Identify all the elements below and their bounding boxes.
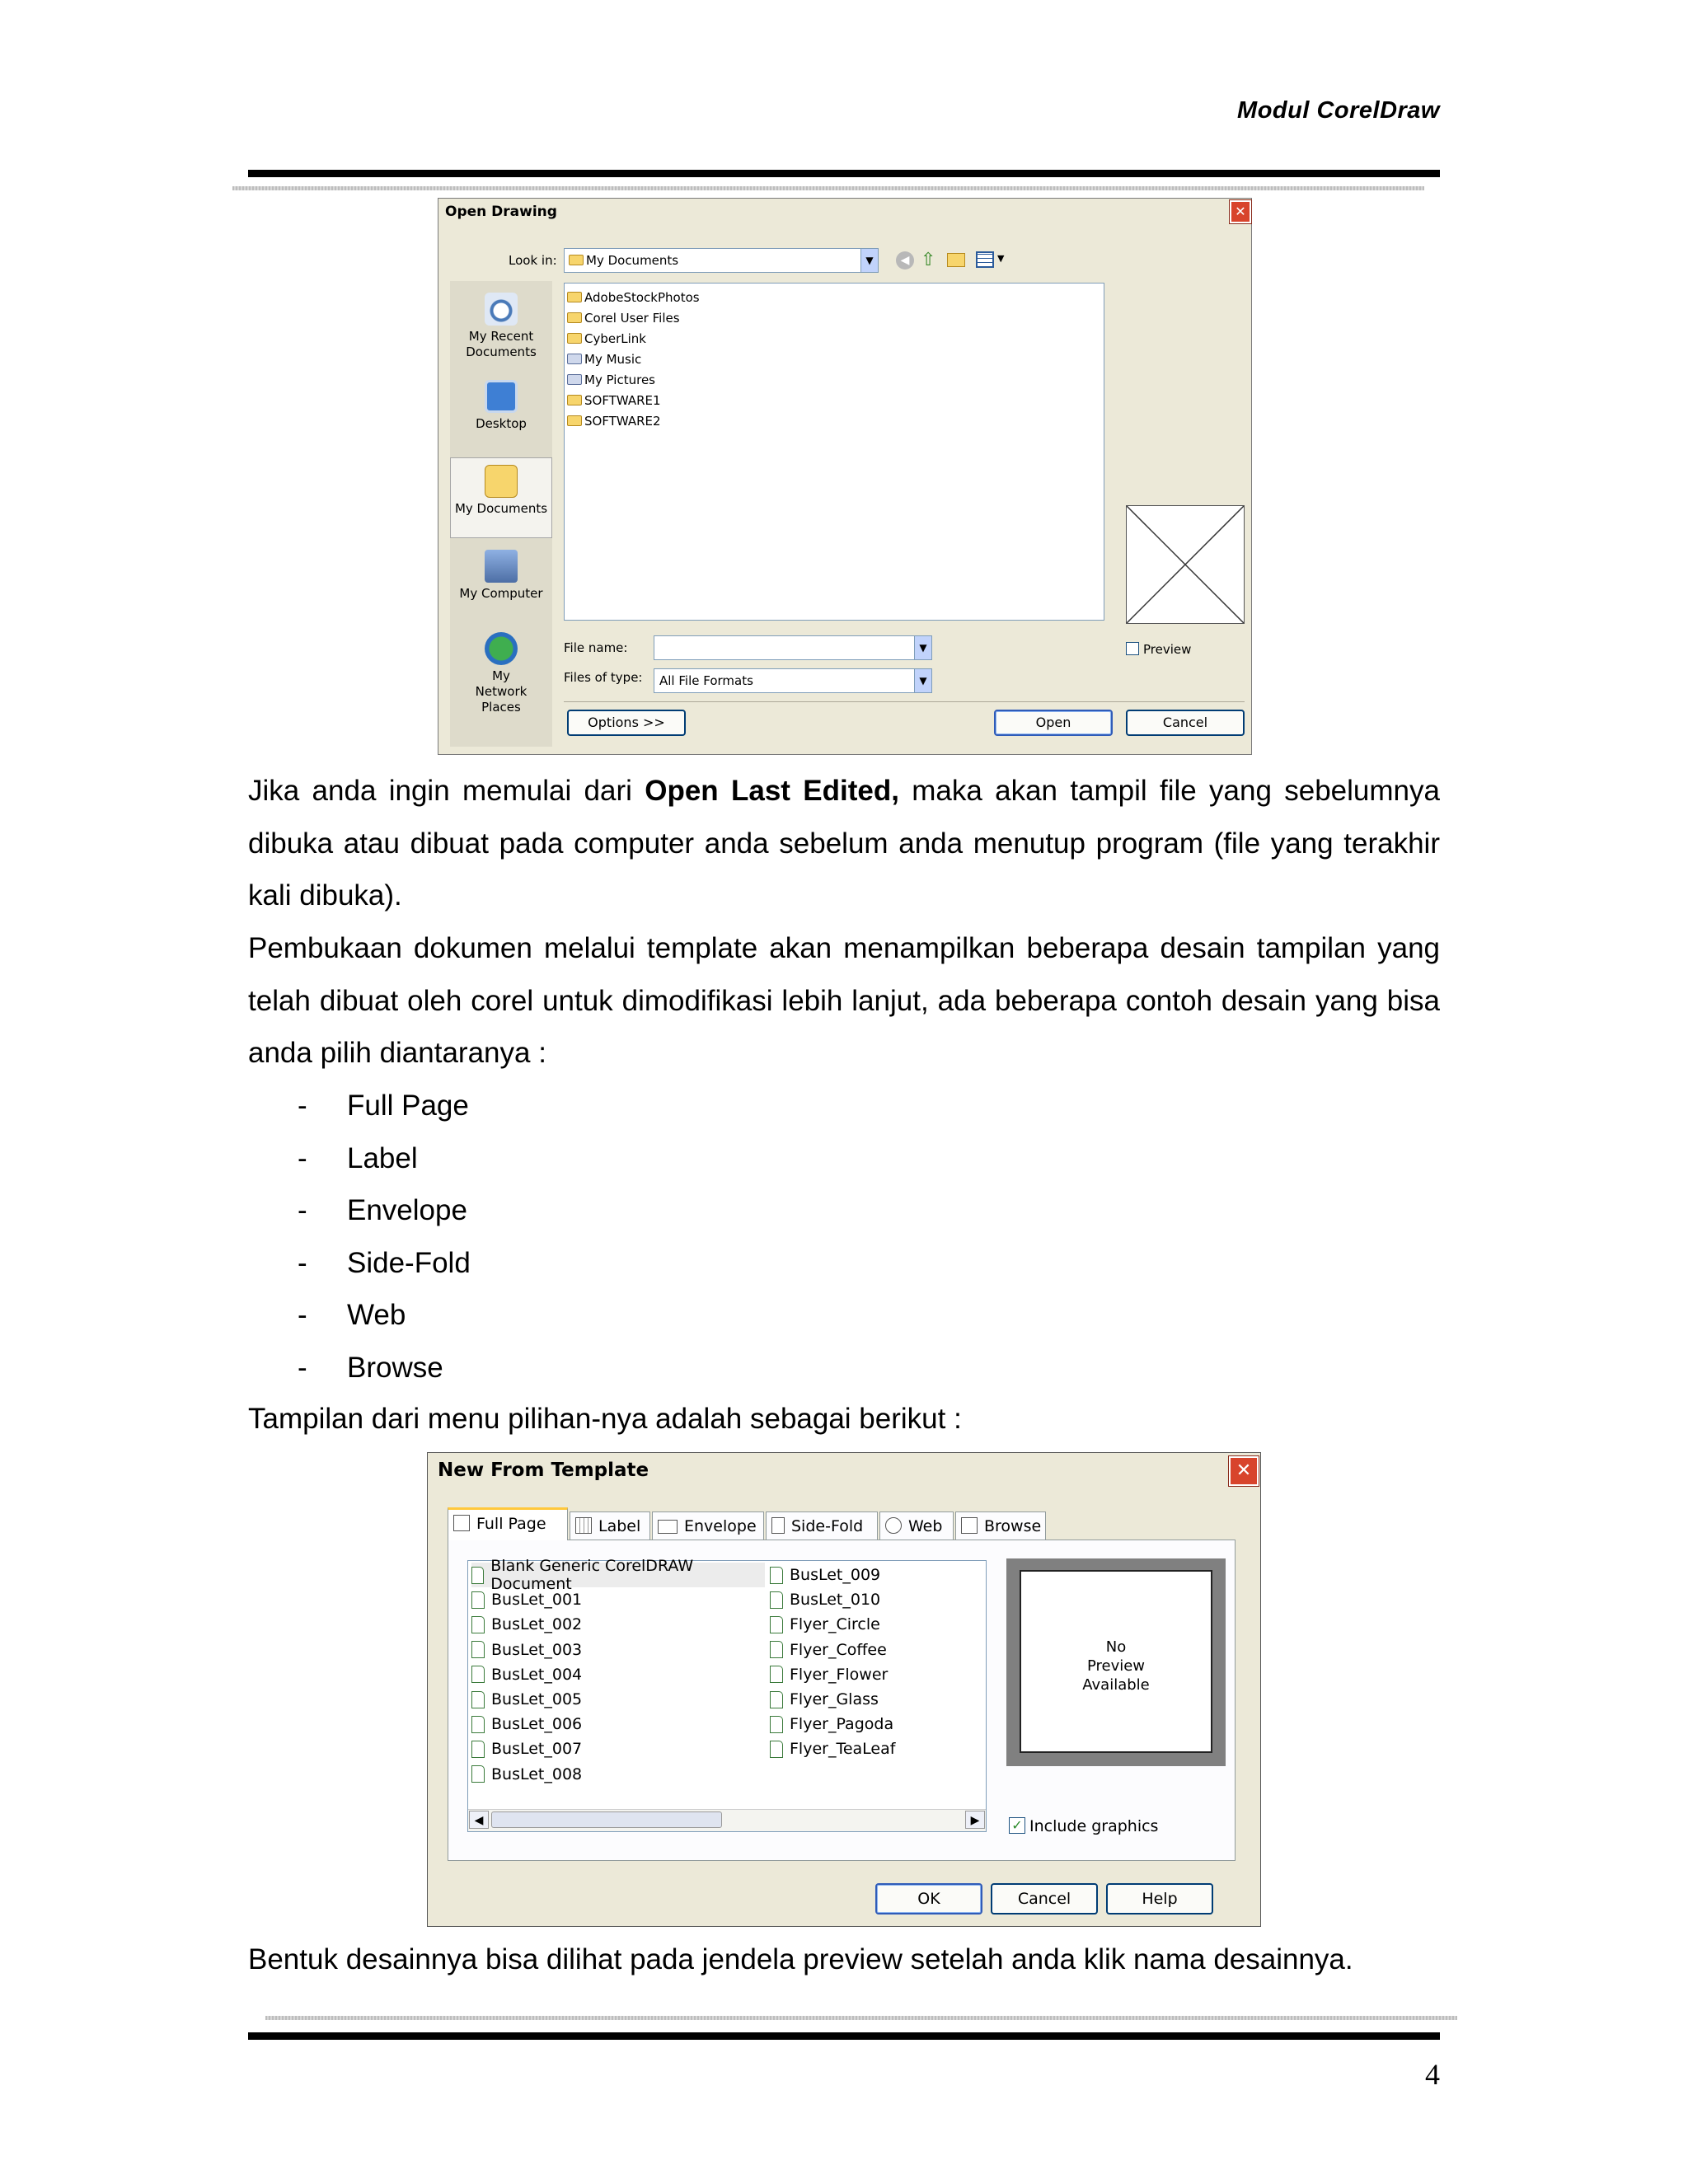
views-chevron-icon[interactable]: ▼ (997, 253, 1005, 264)
browse-icon (961, 1517, 978, 1534)
tab-label: Label (598, 1517, 641, 1535)
chevron-down-icon[interactable]: ▼ (914, 636, 931, 659)
template-name: BusLet_005 (491, 1690, 583, 1709)
template-name: BusLet_004 (491, 1665, 583, 1684)
place-label: My Recent Documents (466, 329, 537, 359)
desktop-icon (485, 380, 518, 413)
list-item-text: Browse (347, 1351, 443, 1384)
look-in-select[interactable] (564, 248, 879, 273)
list-item[interactable] (567, 349, 1101, 369)
chevron-down-icon[interactable]: ▼ (860, 249, 878, 272)
template-name: Flyer_Flower (790, 1665, 889, 1684)
footer-rule (248, 2032, 1440, 2040)
template-name: Flyer_Pagoda (790, 1715, 894, 1734)
template-name: Flyer_Glass (790, 1690, 879, 1709)
paragraph-template: Pembukaan dokumen melalui template akan menampilkan beberapa desain tampilan yang telah dibuat oleh corel untuk dimodifikasi lebih lanjut, ada beberapa contoh desain yang bisa anda pilih diantaranya : (248, 932, 1440, 1069)
list-item[interactable] (770, 1687, 976, 1712)
template-name: BusLet_001 (491, 1591, 583, 1610)
web-icon (885, 1517, 902, 1534)
list-item[interactable] (567, 328, 1101, 349)
template-name: BusLet_006 (491, 1715, 583, 1734)
dialog-title: New From Template (438, 1460, 649, 1481)
side-fold-icon (771, 1517, 785, 1534)
list-item[interactable] (471, 1762, 765, 1787)
preview-box (1126, 505, 1245, 624)
list-item[interactable] (567, 307, 1101, 328)
list-item (248, 1237, 471, 1290)
paragraph-preview-note: Bentuk desainnya bisa dilihat pada jendela preview setelah anda klik nama desainnya. (248, 1943, 1353, 1975)
paragraph-text: Jika anda ingin memulai dari (248, 775, 645, 807)
paragraph-menu-intro: Tampilan dari menu pilihan-nya adalah sebagai berikut : (248, 1403, 962, 1435)
tab-strip (448, 1511, 1236, 1540)
template-column-2 (770, 1563, 976, 1762)
list-bullet: - (298, 1141, 307, 1174)
list-item (248, 1184, 471, 1237)
list-item[interactable] (567, 369, 1101, 390)
list-item[interactable] (770, 1612, 976, 1637)
files-of-type-value: All File Formats (659, 673, 753, 688)
music-folder-icon (567, 354, 582, 364)
scroll-thumb[interactable] (491, 1811, 722, 1828)
place-label: My Documents (454, 501, 548, 516)
list-item[interactable] (471, 1638, 765, 1662)
include-graphics-checkbox[interactable]: ✓ (1009, 1817, 1025, 1834)
list-item-text: Envelope (347, 1194, 467, 1226)
file-name-input[interactable] (654, 635, 932, 660)
look-in-label: Look in: (509, 253, 557, 268)
list-item[interactable] (770, 1638, 976, 1662)
document-icon (770, 1741, 783, 1758)
document-icon (471, 1741, 485, 1758)
list-bullet: - (298, 1351, 307, 1384)
place-label: Desktop (476, 416, 527, 431)
place-my-network-places[interactable] (450, 632, 552, 715)
template-name: Flyer_Coffee (790, 1640, 887, 1659)
list-item[interactable] (471, 1662, 765, 1687)
tab-web[interactable] (879, 1511, 954, 1540)
pictures-folder-icon (567, 374, 582, 385)
list-bullet: - (298, 1090, 307, 1122)
close-icon[interactable]: ✕ (1230, 200, 1251, 223)
document-icon (770, 1591, 783, 1609)
footer-rule-thin (265, 2016, 1457, 2020)
list-bullet: - (298, 1246, 307, 1279)
help-button[interactable]: Help (1106, 1883, 1213, 1915)
list-item-text: Web (347, 1299, 406, 1331)
list-item (248, 1342, 471, 1394)
header-rule-thin (232, 186, 1424, 190)
folder-icon (569, 255, 584, 265)
cancel-button[interactable]: Cancel (1126, 710, 1245, 736)
tab-envelope[interactable] (652, 1511, 764, 1540)
folder-icon (567, 395, 582, 405)
list-item (248, 1132, 471, 1185)
tab-label: Envelope (684, 1517, 757, 1535)
document-icon (471, 1641, 485, 1658)
template-type-list (248, 1080, 471, 1394)
file-name: SOFTWARE2 (584, 413, 661, 429)
template-preview-box (1020, 1570, 1212, 1753)
page-number: 4 (1425, 2058, 1440, 2091)
list-bullet: - (298, 1194, 307, 1226)
list-item[interactable] (567, 410, 1101, 431)
place-my-recent-documents[interactable] (450, 293, 552, 360)
tab-label: Web (908, 1517, 943, 1535)
list-item[interactable] (567, 390, 1101, 410)
document-icon (471, 1765, 485, 1783)
list-item[interactable] (471, 1687, 765, 1712)
template-column-1 (471, 1557, 765, 1787)
tab-label: Browse (984, 1517, 1042, 1535)
tab-label[interactable] (570, 1511, 650, 1540)
list-item[interactable] (770, 1587, 976, 1612)
preview-label: Preview (1143, 642, 1192, 657)
document-icon (770, 1641, 783, 1658)
document-icon (471, 1591, 485, 1609)
close-icon[interactable]: ✕ (1229, 1456, 1259, 1486)
preview-text: Preview (1086, 1657, 1146, 1675)
paragraph-text: maka akan tampil file yang sebelumnya dibuka atau dibuat pada computer anda sebelum anda menutup program (file yang terakhir kali dibuka). (248, 775, 1440, 912)
include-graphics-label: Include graphics (1029, 1817, 1159, 1835)
places-bar (450, 281, 552, 747)
file-name: CyberLink (584, 330, 646, 346)
tab-full-page[interactable] (448, 1507, 568, 1540)
header-rule (248, 170, 1440, 177)
place-my-computer[interactable] (450, 550, 552, 602)
template-name: Flyer_TeaLeaf (790, 1740, 896, 1759)
document-icon (471, 1616, 485, 1633)
document-icon (770, 1616, 783, 1633)
dialog-title: Open Drawing (445, 204, 557, 220)
list-item[interactable] (770, 1736, 976, 1761)
options-button[interactable]: Options >> (567, 710, 686, 736)
tab-browse[interactable] (955, 1511, 1046, 1540)
list-item[interactable] (471, 1557, 765, 1594)
document-icon (770, 1716, 783, 1733)
tab-side-fold[interactable] (766, 1511, 878, 1540)
paragraph-open-last-edited (248, 765, 1440, 922)
folder-icon (567, 333, 582, 344)
horizontal-scrollbar[interactable] (468, 1809, 986, 1831)
up-folder-icon[interactable]: ⇧ (921, 250, 936, 270)
document-icon (770, 1691, 783, 1708)
template-name: BusLet_008 (491, 1765, 583, 1783)
look-in-value: My Documents (586, 253, 679, 268)
preview-text: No (1105, 1638, 1127, 1656)
preview-checkbox[interactable] (1126, 642, 1139, 655)
template-name: Blank Generic CorelDRAW Document (490, 1557, 694, 1594)
files-of-type-select[interactable] (654, 668, 932, 693)
folder-icon (567, 415, 582, 426)
folder-icon (567, 292, 582, 302)
no-preview-cross-icon (1127, 506, 1244, 623)
paragraph-bold-term: Open Last Edited, (645, 775, 899, 807)
file-name: My Pictures (584, 372, 655, 387)
template-name: Flyer_Circle (790, 1615, 880, 1634)
template-preview-frame (1006, 1558, 1226, 1766)
label-icon (575, 1517, 592, 1534)
network-globe-icon (485, 632, 518, 665)
template-list[interactable] (467, 1557, 987, 1832)
place-desktop[interactable] (450, 380, 552, 432)
template-name: BusLet_009 (790, 1566, 881, 1585)
list-item-text: Label (347, 1141, 418, 1174)
list-item-text: Side-Fold (347, 1246, 471, 1279)
file-name-label: File name: (564, 640, 628, 655)
new-folder-icon[interactable] (947, 253, 965, 267)
open-drawing-dialog (438, 198, 1252, 755)
template-name: BusLet_007 (491, 1740, 583, 1759)
tab-label: Full Page (476, 1515, 546, 1533)
new-from-template-dialog (427, 1452, 1261, 1927)
list-item[interactable] (471, 1712, 765, 1736)
list-item[interactable] (770, 1563, 976, 1587)
file-name: Corel User Files (584, 310, 680, 326)
file-name: SOFTWARE1 (584, 392, 661, 408)
list-item (248, 1289, 471, 1342)
my-documents-icon (485, 465, 518, 498)
folder-icon (567, 312, 582, 323)
document-icon (471, 1567, 484, 1584)
open-button[interactable]: Open (994, 710, 1113, 736)
list-item[interactable] (471, 1612, 765, 1637)
list-item[interactable] (567, 287, 1101, 307)
views-menu-icon[interactable] (976, 251, 994, 268)
computer-icon (485, 550, 518, 583)
full-page-icon (453, 1515, 470, 1531)
envelope-icon (658, 1520, 678, 1534)
place-label: My Network Places (475, 668, 528, 715)
divider (564, 701, 1245, 702)
running-header: Modul CorelDraw (1237, 97, 1440, 124)
chevron-down-icon[interactable]: ▼ (914, 669, 931, 692)
template-name: BusLet_010 (790, 1591, 881, 1610)
list-item-text: Full Page (347, 1090, 469, 1122)
recent-documents-icon (485, 293, 518, 326)
place-label: My Computer (459, 586, 543, 601)
scroll-right-icon[interactable]: ▶ (965, 1811, 985, 1829)
list-item[interactable] (471, 1736, 765, 1761)
cancel-button[interactable]: Cancel (991, 1883, 1098, 1915)
list-item[interactable] (770, 1662, 976, 1687)
list-item (248, 1080, 471, 1132)
list-item[interactable] (770, 1712, 976, 1736)
document-icon (770, 1666, 783, 1683)
scroll-left-icon[interactable]: ◀ (469, 1811, 489, 1829)
file-list[interactable] (564, 283, 1104, 621)
document-icon (471, 1691, 485, 1708)
template-name: BusLet_003 (491, 1640, 583, 1659)
file-name: AdobeStockPhotos (584, 289, 700, 305)
ok-button[interactable]: OK (875, 1883, 982, 1915)
document-icon (471, 1716, 485, 1733)
template-name: BusLet_002 (491, 1615, 583, 1634)
files-of-type-label: Files of type: (564, 670, 643, 685)
place-my-documents[interactable] (450, 457, 552, 538)
dialog-titlebar (428, 1453, 1260, 1488)
document-icon (471, 1666, 485, 1683)
dialog-titlebar (438, 199, 1251, 225)
back-icon[interactable]: ◀ (896, 251, 914, 269)
preview-text: Available (1082, 1676, 1150, 1694)
file-name: My Music (584, 351, 642, 367)
tab-label: Side-Fold (791, 1517, 864, 1535)
document-icon (770, 1567, 783, 1584)
list-bullet: - (298, 1299, 307, 1331)
